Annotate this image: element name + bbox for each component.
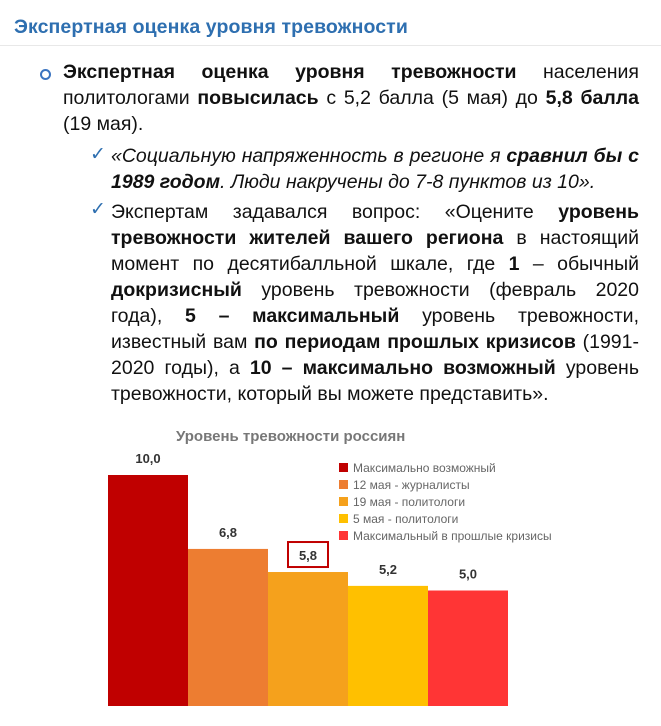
bar-3	[268, 572, 348, 706]
legend-label-2: 12 мая - журналисты	[353, 478, 470, 492]
question-part-5: – обычный	[519, 253, 639, 275]
bar-4	[348, 586, 428, 706]
main-bullet-part-2: населения политологами	[63, 61, 639, 109]
chart-title: Уровень тревожности россиян	[176, 428, 406, 445]
main-bullet-part-4: с 5,2 балла (5 мая) до	[318, 87, 546, 109]
question-part-9: уровень тревожности, известный вам	[111, 305, 639, 353]
legend-label-5: Максимальный в прошлые кризисы	[353, 529, 552, 543]
quote-part-3: . Люди накручены до 7-8 пунктов из 10».	[220, 171, 596, 193]
bar-value-label-1: 10,0	[135, 451, 161, 466]
legend-label-1: Максимально возможный	[353, 461, 496, 475]
checkmark-icon: ✓	[90, 144, 106, 165]
legend-swatch-3	[339, 497, 348, 506]
question-part-13: уровень тревожности, который вы можете представить».	[111, 357, 639, 405]
legend-label-3: 19 мая - политологи	[353, 495, 466, 509]
legend-swatch-4	[339, 514, 348, 523]
question-part-7: уровень тревожности (февраль 2020 года),	[111, 279, 639, 327]
bar-value-label-4: 5,2	[378, 561, 398, 577]
question-part-10: по периодам прошлых кризисов	[254, 331, 576, 353]
legend-swatch-2	[339, 480, 348, 489]
main-bullet-part-3: повысилась	[197, 87, 319, 109]
question-part-2: уровень тревожности жителей вашего региона	[111, 201, 639, 249]
question-part-8: 5 – максимальный	[184, 305, 400, 327]
bar-value-label-2: 6,8	[218, 524, 238, 540]
legend-swatch-5	[339, 531, 348, 540]
checkmark-icon: ✓	[90, 199, 106, 220]
main-bullet-part-1: Экспертная оценка уровня тревожности	[63, 61, 517, 83]
bar-value-label-5: 5,0	[458, 566, 478, 582]
question-part-1: Экспертам задавался вопрос: «Оцените	[111, 201, 559, 223]
question-part-4: 1	[508, 253, 520, 275]
quote-part-1: «Социальную напряженность в регионе я	[111, 145, 507, 167]
quote-part-2: сравнил бы с 1989 годом	[111, 145, 639, 193]
main-bullet-part-5: 5,8 балла	[545, 87, 639, 109]
question-part-11: (1991-2020 годы), а	[111, 331, 639, 379]
question-part-3: в настоящий момент по десятибалльной шкале, где	[111, 227, 639, 275]
main-bullet-part-6: (19 мая).	[63, 113, 144, 135]
bar-value-label-3: 5,8	[298, 548, 318, 564]
bar-2	[188, 549, 268, 706]
question-part-12: 10 – максимально возможный	[249, 357, 556, 379]
bar-5	[428, 591, 508, 707]
question-part-6: докризисный	[111, 279, 242, 301]
bar-1	[108, 475, 188, 706]
slide-title: Экспертная оценка уровня тревожности	[14, 16, 408, 38]
legend-label-4: 5 мая - политологи	[353, 512, 459, 526]
legend-swatch-1	[339, 463, 348, 472]
